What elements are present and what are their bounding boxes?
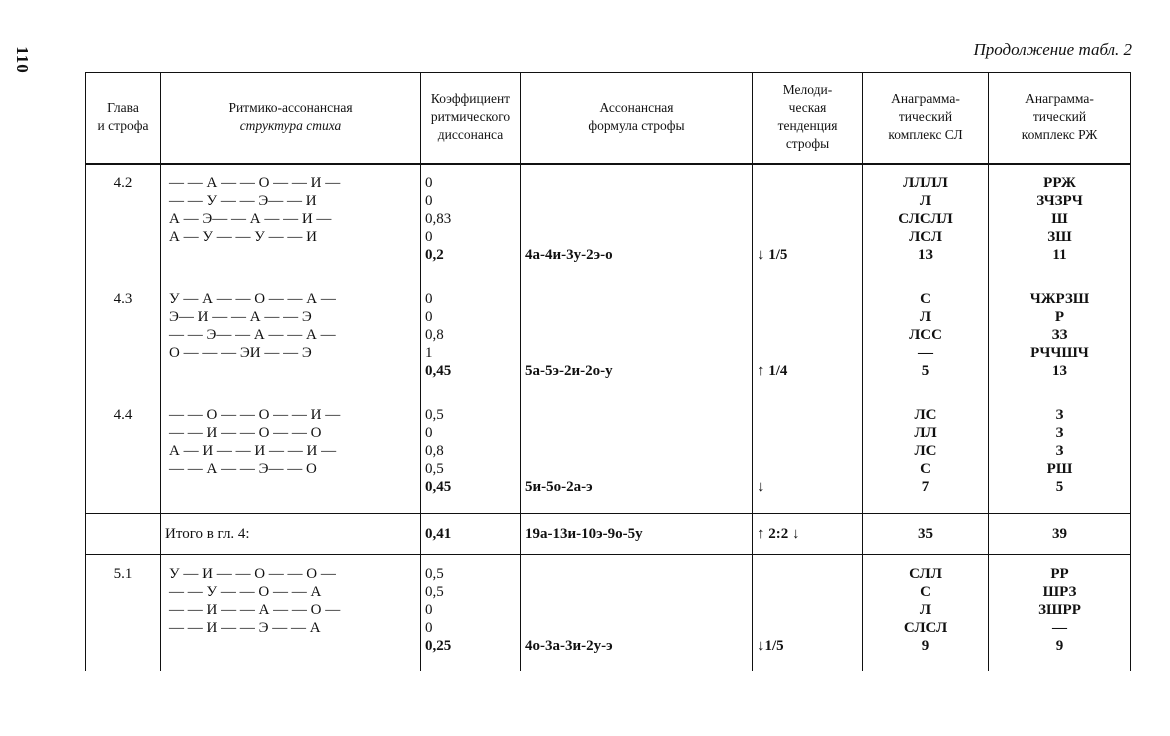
table-header	[86, 73, 1131, 165]
structure-cell: У — А — — О — — А — Э— И — — А — — Э — — Э— — А — — А — О — — — ЭИ — — Э	[161, 281, 421, 397]
chapter-cell: 4.3	[86, 281, 161, 397]
header-sl: Анаграмма- тический комплекс СЛ	[863, 73, 989, 165]
total-row	[86, 514, 1131, 555]
sl-cell: ЛЛЛЛ Л СЛСЛЛ ЛСЛ 13	[863, 164, 989, 281]
total-coef: 0,41	[421, 514, 521, 555]
total-formula: 19а-13и-10э-9о-5у	[521, 514, 753, 555]
data-table	[85, 72, 1131, 671]
formula-cell: 5а-5э-2и-2о-у	[521, 281, 753, 397]
structure-cell: — — А — — О — — И — — — У — — Э— — И А — Э— — А — — И — А — У — — У — — И	[161, 164, 421, 281]
total-tendency: ↑ 2:2 ↓	[753, 514, 863, 555]
rzh-cell: З З З РШ 5	[989, 397, 1131, 514]
rzh-cell: ЧЖРЗШ Р ЗЗ РЧЧШЧ 13	[989, 281, 1131, 397]
total-label: Итого в гл. 4:	[161, 514, 421, 555]
header-chapter: Глава и строфа	[86, 73, 161, 165]
sl-cell: СЛЛ С Л СЛСЛ 9	[863, 555, 989, 672]
header-coef: Коэффициент ритмического диссонанса	[421, 73, 521, 165]
tendency-cell: ↓	[753, 397, 863, 514]
tendency-cell: ↑ 1/4	[753, 281, 863, 397]
formula-cell: 4а-4и-3у-2э-о	[521, 164, 753, 281]
header-formula: Ассонансная формула строфы	[521, 73, 753, 165]
rzh-cell: РРЖ ЗЧЗРЧ Ш ЗШ 11	[989, 164, 1131, 281]
page-number: 110	[12, 46, 32, 74]
structure-cell: — — О — — О — — И — — — И — — О — — О А — И — — И — — И — — — А — — Э— — О	[161, 397, 421, 514]
stanza-row	[86, 281, 1131, 397]
coef-cell: 0,5 0,5 0 0 0,25	[421, 555, 521, 672]
coef-cell: 0,5 0 0,8 0,5 0,45	[421, 397, 521, 514]
rzh-cell: РР ШРЗ ЗШРР — 9	[989, 555, 1131, 672]
chapter-cell: 5.1	[86, 555, 161, 672]
tendency-cell: ↓ 1/5	[753, 164, 863, 281]
structure-cell: У — И — — О — — О — — — У — — О — — А — — И — — А — — О — — — И — — Э — — А	[161, 555, 421, 672]
sl-cell: ЛС ЛЛ ЛС С 7	[863, 397, 989, 514]
tendency-cell: ↓1/5	[753, 555, 863, 672]
header-rzh: Анаграмма- тический комплекс РЖ	[989, 73, 1131, 165]
chapter-cell: 4.4	[86, 397, 161, 514]
header-structure: Ритмико-ассонансная структура стиха	[161, 73, 421, 165]
stanza-row	[86, 555, 1131, 672]
header-tendency: Мелоди- ческая тенденция строфы	[753, 73, 863, 165]
formula-cell: 5и-5о-2а-э	[521, 397, 753, 514]
chapter-cell: 4.2	[86, 164, 161, 281]
coef-cell: 0 0 0,83 0 0,2	[421, 164, 521, 281]
formula-cell: 4о-3а-3и-2у-э	[521, 555, 753, 672]
table-caption: Продолжение табл. 2	[973, 40, 1132, 59]
sl-cell: С Л ЛСС — 5	[863, 281, 989, 397]
stanza-row	[86, 164, 1131, 281]
total-rzh: 39	[989, 514, 1131, 555]
coef-cell: 0 0 0,8 1 0,45	[421, 281, 521, 397]
stanza-row	[86, 397, 1131, 514]
total-sl: 35	[863, 514, 989, 555]
